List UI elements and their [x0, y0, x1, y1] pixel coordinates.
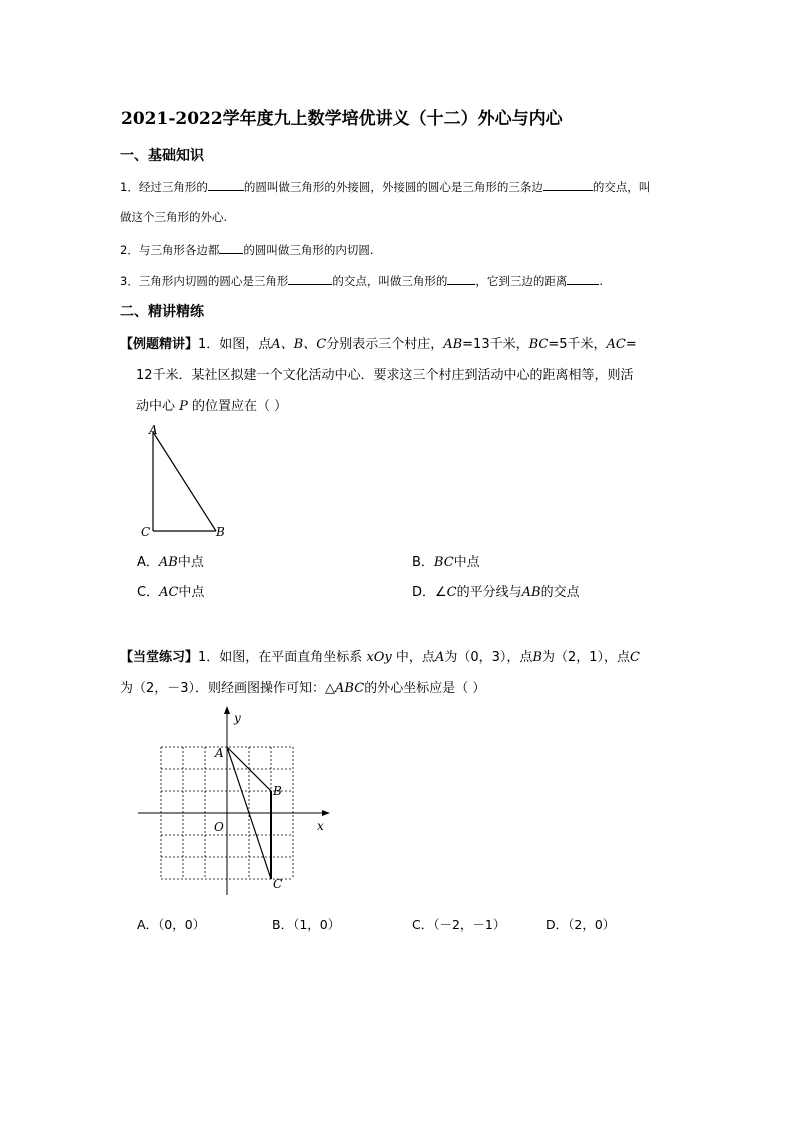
section-heading-basics: 一、基础知识	[120, 148, 204, 164]
triangle-figure	[138, 420, 238, 544]
point-label-c: C	[273, 877, 283, 891]
exercise-1-line-2: 为（2，－3）．则经画图操作可知：△ABC的外心坐标应是（ ）	[120, 681, 486, 696]
example-1-line-2: 12千米．某社区拟建一个文化活动中心．要求这三个村庄到活动中心的距离相等，则活	[136, 368, 634, 383]
option-c[interactable]: C．AC中点	[137, 585, 205, 600]
coordinate-figure	[130, 700, 340, 900]
vertex-label-b: B	[216, 525, 225, 539]
option-a[interactable]: A．AB中点	[137, 555, 204, 570]
option-c[interactable]: C．（－2，－1）	[412, 917, 506, 932]
section-heading-practice: 二、精讲精练	[120, 304, 204, 320]
example-1-line-1: 【例题精讲】1．如图，点A、B、C分别表示三个村庄，AB=13千米，BC=5千米，AC=	[120, 337, 637, 352]
point-label-a: A	[215, 746, 224, 760]
y-axis-label: y	[234, 711, 241, 725]
question-1-line-1: 1．经过三角形的 的圆叫做三角形的外接圆，外接圆的圆心是三角形的三条边 的交点，叫	[120, 180, 651, 194]
option-b[interactable]: B．BC中点	[412, 555, 480, 570]
question-1-line-2: 做这个三角形的外心.	[120, 210, 228, 224]
side-ab	[153, 432, 216, 531]
option-d[interactable]: D．（2，0）	[546, 917, 616, 932]
blank[interactable]	[288, 272, 332, 285]
x-axis-arrow-icon	[322, 810, 330, 816]
option-d[interactable]: D．∠C的平分线与AB的交点	[412, 585, 580, 600]
page-title: 2021-2022学年度九上数学培优讲义（十二）外心与内心	[121, 109, 563, 129]
blank[interactable]	[208, 178, 244, 191]
option-b[interactable]: B．（1，0）	[272, 917, 341, 932]
example-1-line-3: 动中心 P 的位置应在（ ）	[136, 399, 288, 414]
blank[interactable]	[219, 241, 243, 254]
blank[interactable]	[447, 272, 475, 285]
x-axis-label: x	[317, 819, 324, 833]
blank[interactable]	[567, 272, 599, 285]
point-label-b: B	[273, 784, 282, 798]
y-axis-arrow-icon	[224, 706, 230, 714]
vertex-label-a: A	[149, 423, 158, 437]
question-3: 3．三角形内切圆的圆心是三角形 的交点，叫做三角形的 ，它到三边的距离 .	[120, 274, 603, 288]
vertex-label-c: C	[141, 525, 151, 539]
origin-label: O	[214, 820, 224, 834]
blank[interactable]	[543, 178, 593, 191]
exercise-1-line-1: 【当堂练习】1．如图，在平面直角坐标系 xOy 中，点A为（0，3），点B为（2，1），点C	[120, 650, 640, 665]
question-2: 2．与三角形各边都 的圆叫做三角形的内切圆.	[120, 243, 374, 257]
option-a[interactable]: A．（0，0）	[137, 917, 206, 932]
